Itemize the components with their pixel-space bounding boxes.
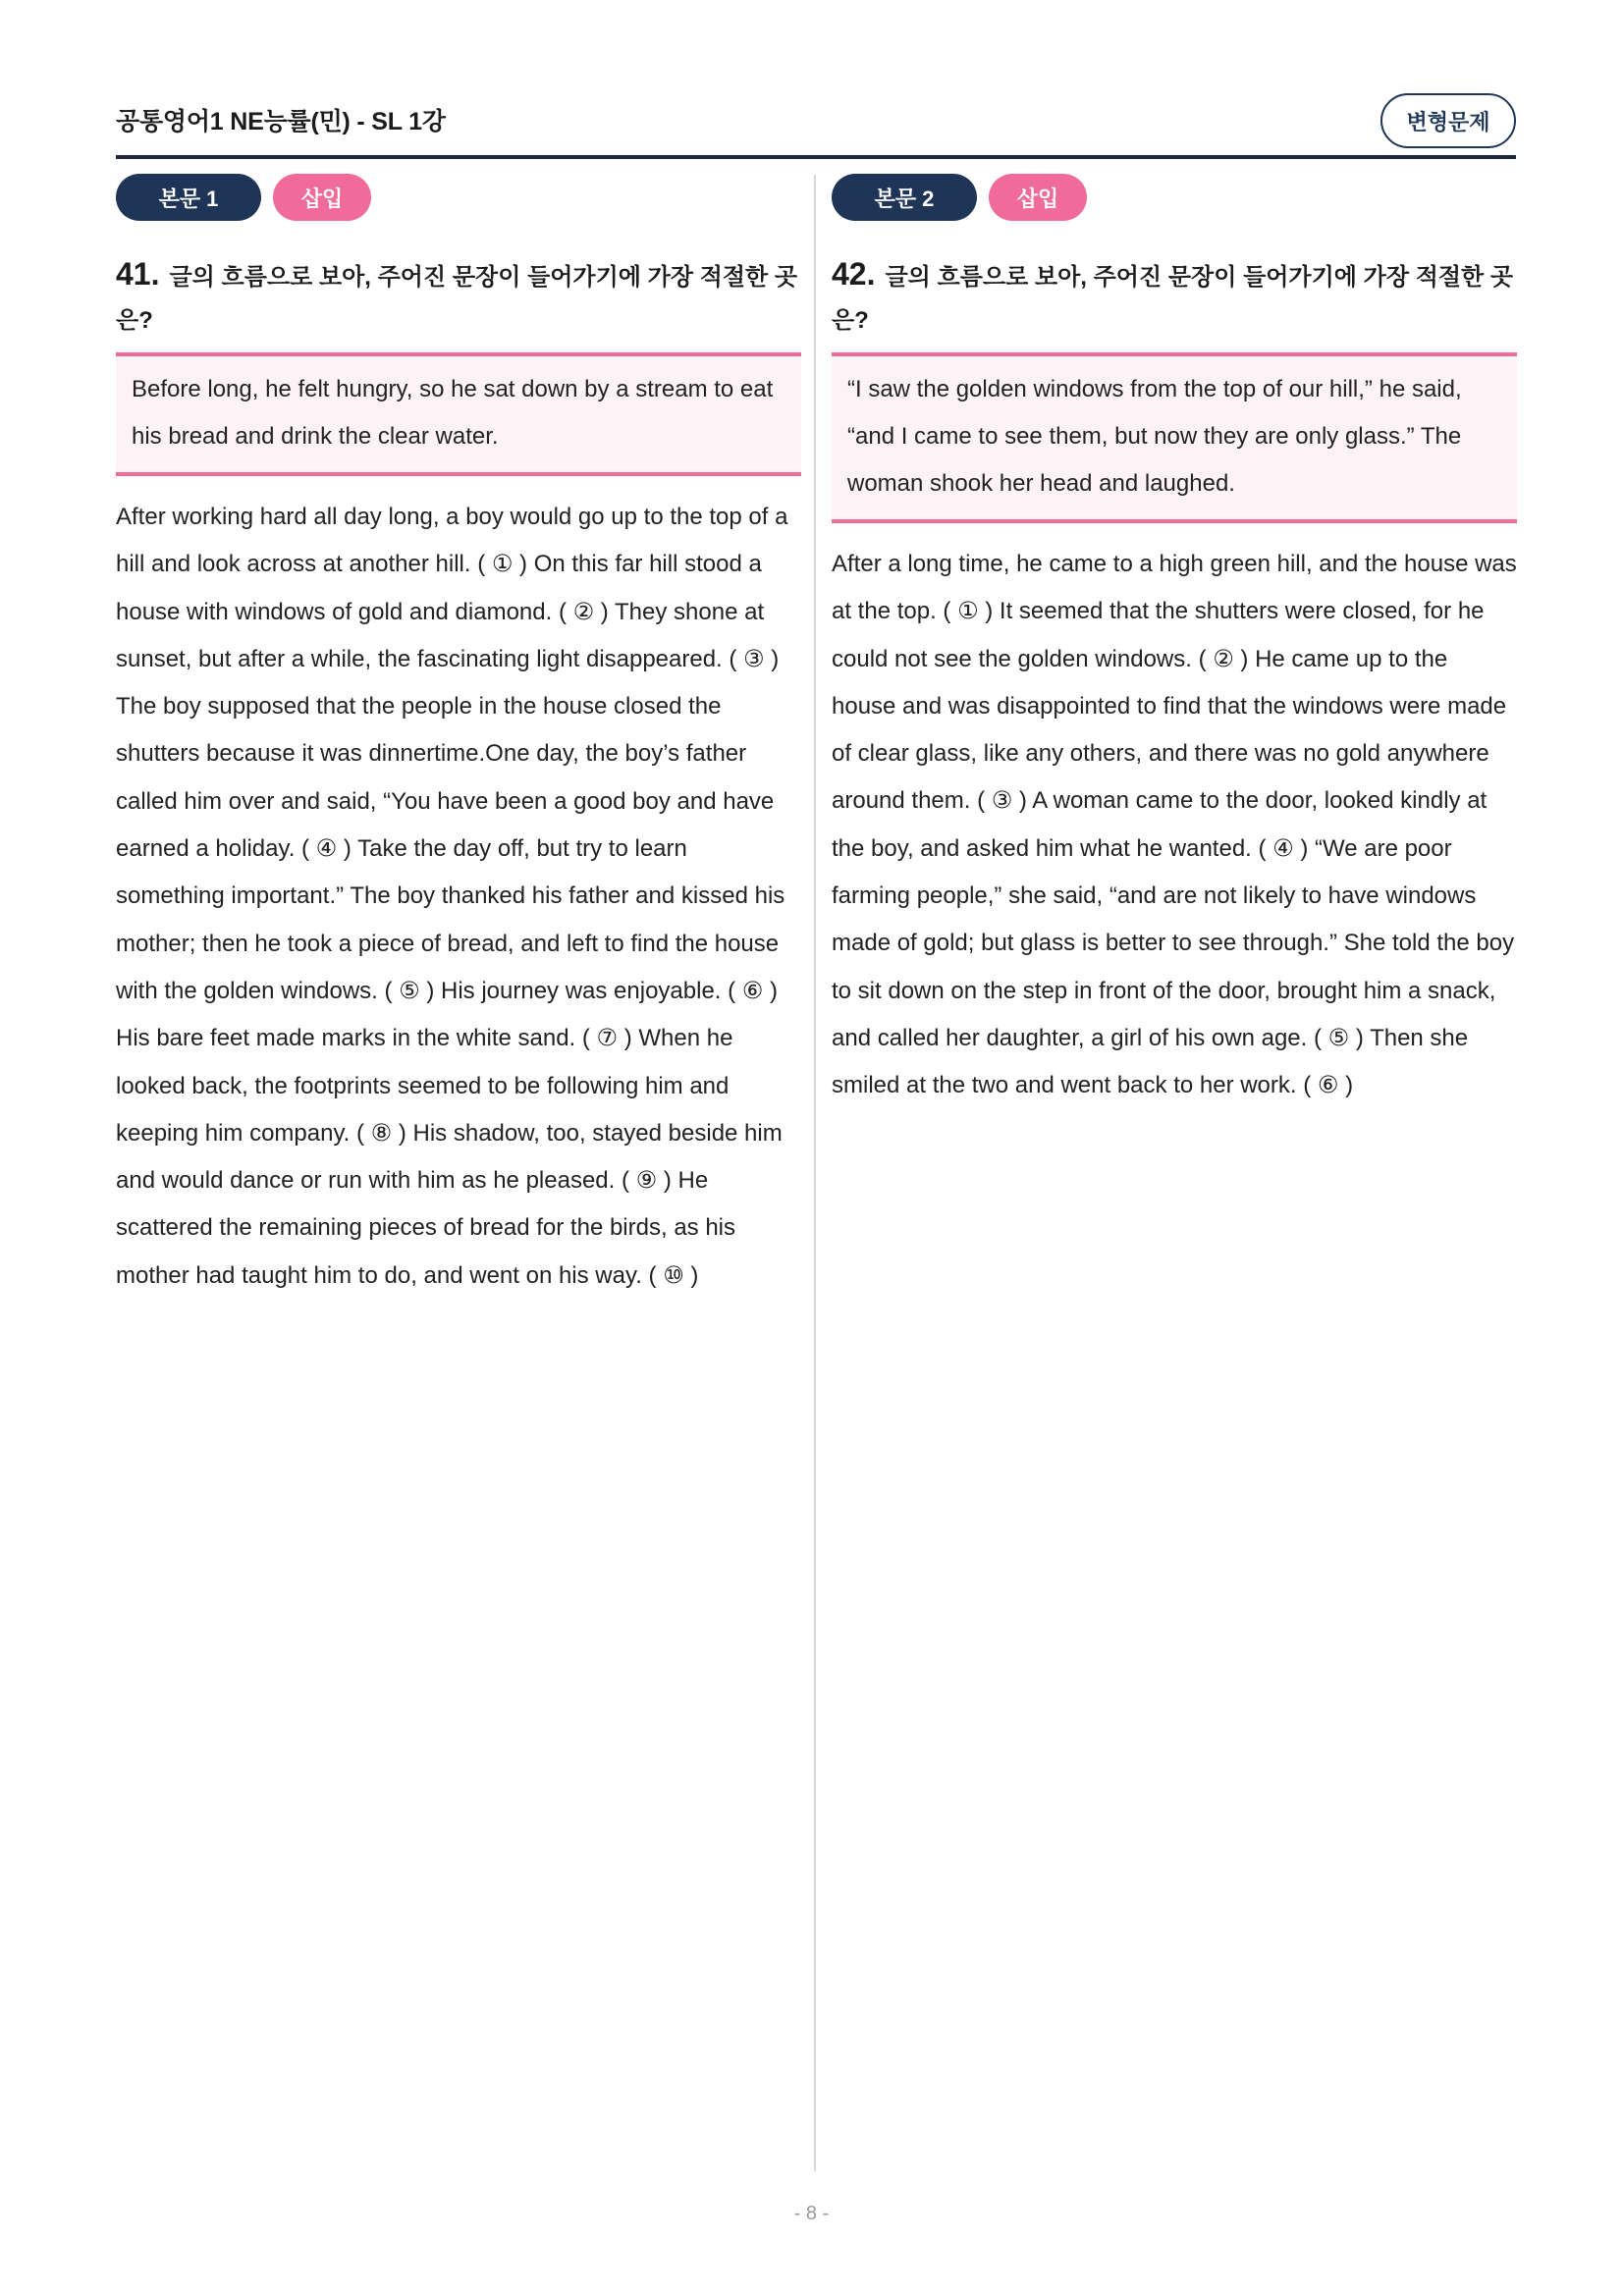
question-block-42 xyxy=(832,174,1517,1110)
given-sentence-box: “I saw the golden windows from the top of our hill,” he said, “and I came to see them, but now they are only glass.” The woman shook her head and laughed. xyxy=(832,352,1517,523)
question-text: 글의 흐름으로 보아, 주어진 문장이 들어가기에 가장 적절한 곳은? xyxy=(116,264,798,334)
header-divider xyxy=(116,155,1516,159)
page-number: - 8 - xyxy=(793,2203,830,2224)
question-block-41 xyxy=(116,174,801,1300)
passage-text: After working hard all day long, a boy would go up to the top of a hill and look across at another hill. ( ① ) On this far hill stood a house with windows of gold and diamond. ( ② ) They shone at sunset, but after a while, the fascinating light disappeared. ( ③ ) The boy supposed that the people in the house closed the shutters because it was dinnertime.One day, the boy’s father called him over and said, “You have been a good boy and have earned a holiday. ( ④ ) Take the day off, but try to learn something important.” The boy thanked his father and kissed his mother; then he took a piece of bread, and left to find the house with the golden windows. ( ⑤ ) His journey was enjoyable. ( ⑥ ) His bare feet made marks in the white sand. ( ⑦ ) When he looked back, the footprints seemed to be following him and keeping him company. ( ⑧ ) His shadow, too, stayed beside him and would dance or run with him as he pleased. ( ⑨ ) He scattered the remaining pieces of bread for the birds, as his mother had taught him to do, and went on his way. ( ⑩ ) xyxy=(116,504,788,1289)
question-number: 41. xyxy=(116,256,160,292)
question-number: 42. xyxy=(832,256,876,292)
question-text: 글의 흐름으로 보아, 주어진 문장이 들어가기에 가장 적절한 곳은? xyxy=(832,264,1514,334)
question-type-tag: 삽입 xyxy=(273,174,371,221)
tag-row xyxy=(116,174,801,221)
given-sentence-box: Before long, he felt hungry, so he sat down by a stream to eat his bread and drink the clear water. xyxy=(116,352,801,476)
passage-tag: 본문 1 xyxy=(116,174,261,221)
passage-tag: 본문 2 xyxy=(832,174,977,221)
variant-badge: 변형문제 xyxy=(1380,93,1516,148)
column-divider xyxy=(814,175,816,2171)
tag-row xyxy=(832,174,1517,221)
passage-text: After a long time, he came to a high green hill, and the house was at the top. ( ① ) It seemed that the shutters were closed, for he could not see the golden windows. ( ② ) He came up to the house and was disappointed to find that the windows were made of clear glass, like any others, and there was no gold anywhere around them. ( ③ ) A woman came to the door, looked kindly at the boy, and asked him what he wanted. ( ④ ) “We are poor farming people,” she said, “and are not likely to have windows made of gold; but glass is better to see through.” She told the boy to sit down on the step in front of the door, brought him a snack, and called her daughter, a girl of his own age. ( ⑤ ) Then she smiled at the two and went back to her work. ( ⑥ ) xyxy=(832,551,1517,1099)
page-title: 공통영어1 NE능률(민) - SL 1강 xyxy=(116,108,446,135)
question-type-tag: 삽입 xyxy=(989,174,1087,221)
question-prompt xyxy=(116,252,801,343)
question-prompt xyxy=(832,252,1517,343)
